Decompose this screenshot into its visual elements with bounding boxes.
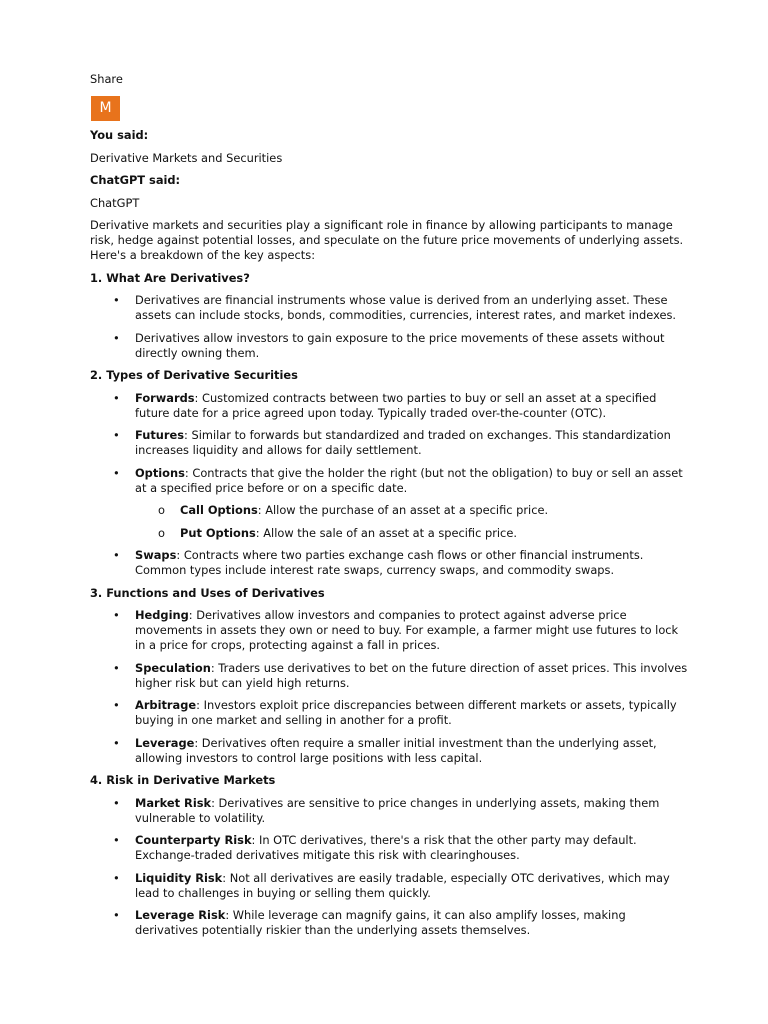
sub-list-item [135, 526, 690, 541]
list-item-term: Leverage Risk [135, 908, 226, 922]
section-heading: 3. Functions and Uses of Derivatives [90, 585, 325, 600]
sections-container [90, 271, 690, 939]
list-item [90, 548, 690, 578]
bullet-list [90, 608, 690, 766]
list-item [90, 293, 690, 323]
avatar: M [91, 96, 120, 121]
list-item-text: : Derivatives often require a smaller initial investment than the underlying asset, allowing investors to control large positions with less capital. [135, 735, 657, 765]
list-item [90, 736, 690, 766]
list-item [90, 608, 690, 653]
section-heading: 4. Risk in Derivative Markets [90, 773, 276, 787]
list-item-text: : In OTC derivatives, there's a risk that the other party may default. Exchange-traded derivatives mitigate this risk with clearinghouses. [135, 833, 637, 862]
list-item [90, 428, 690, 458]
list-item-term: Hedging [135, 608, 189, 622]
intro-paragraph: Derivative markets and securities play a significant role in finance by allowing participants to manage risk, hedge against potential losses, and speculate on the future price movements of underlying assets. Here's a breakdown of the key aspects: [90, 218, 684, 262]
list-item [90, 908, 690, 938]
assistant-name: ChatGPT [90, 195, 140, 210]
share-label[interactable]: Share [90, 72, 123, 86]
list-item-term: Speculation [135, 660, 211, 675]
list-item [90, 796, 690, 826]
list-item-term: Liquidity Risk [135, 870, 223, 885]
list-item-text: : Traders use derivatives to bet on the future direction of asset prices. This involves higher risk but can yield high returns. [135, 660, 688, 690]
list-item-term: Forwards [135, 390, 195, 405]
list-item-text: : Investors exploit price discrepancies between different markets or assets, typically buying in one market and selling in another for a profit. [135, 698, 677, 727]
list-item-term: Options [135, 465, 185, 480]
list-item-text: : Derivatives allow investors and companies to protect against adverse price movements in assets they own or need to buy. For example, a farmer might use futures to lock in a price for crops, protecting against a fall in prices. [135, 608, 679, 652]
list-item-text: Derivatives are financial instruments whose value is derived from an underlying asset. These assets can include stocks, bonds, commodities, currencies, interest rates, and market indexes. [135, 293, 677, 322]
list-item-term: Market Risk [135, 795, 212, 810]
sub-list-item-text: : Allow the sale of an asset at a specific price. [255, 525, 517, 540]
list-item-term: Leverage [135, 735, 195, 750]
sub-list-item [135, 503, 690, 518]
list-item-term: Futures [135, 428, 184, 442]
sub-list-item-text: : Allow the purchase of an asset at a specific price. [257, 503, 549, 517]
section-heading: 1. What Are Derivatives? [90, 270, 250, 285]
list-item [90, 391, 690, 421]
bullet-list [90, 796, 690, 939]
section-heading: 2. Types of Derivative Securities [90, 368, 298, 382]
list-item-term: Arbitrage [135, 698, 197, 712]
bullet-list [90, 391, 690, 579]
list-item [90, 833, 690, 863]
list-item-text: : While leverage can magnify gains, it can also amplify losses, making derivatives potentially riskier than the underlying assets themselves. [135, 908, 626, 937]
list-item-text: : Not all derivatives are easily tradable, especially OTC derivatives, which may lead to challenges in buying or selling them quickly. [135, 870, 670, 900]
assistant-label: ChatGPT said: [90, 173, 181, 187]
sub-bullet-list [135, 503, 690, 541]
sub-list-item-term: Call Options [180, 503, 258, 517]
list-item-text: : Contracts that give the holder the right (but not the obligation) to buy or sell an asset at a specified price before or on a specific date. [135, 465, 683, 495]
list-item-text: : Similar to forwards but standardized and traded on exchanges. This standardization increases liquidity and allows for daily settlement. [135, 428, 671, 457]
list-item-text: : Contracts where two parties exchange cash flows or other financial instruments. Common types include interest rate swaps, currency swaps, and commodity swaps. [135, 548, 644, 577]
list-item-text: : Customized contracts between two parties to buy or sell an asset at a specified future date for a price agreed upon today. Typically traded over-the-counter (OTC). [135, 390, 657, 420]
list-item [90, 661, 690, 691]
list-item-text: : Derivatives are sensitive to price changes in underlying assets, making them vulnerable to volatility. [135, 795, 660, 825]
bullet-list [90, 293, 690, 361]
list-item-text: Derivatives allow investors to gain exposure to the price movements of these assets without directly owning them. [135, 330, 665, 360]
list-item [90, 466, 690, 541]
list-item [90, 698, 690, 728]
list-item-term: Counterparty Risk [135, 833, 252, 847]
sub-list-item-term: Put Options [180, 525, 256, 540]
list-item [90, 871, 690, 901]
conversation-content [90, 128, 690, 946]
list-item-term: Swaps [135, 548, 177, 562]
list-item [90, 331, 690, 361]
user-label: You said: [90, 128, 149, 142]
user-message: Derivative Markets and Securities [90, 150, 283, 165]
